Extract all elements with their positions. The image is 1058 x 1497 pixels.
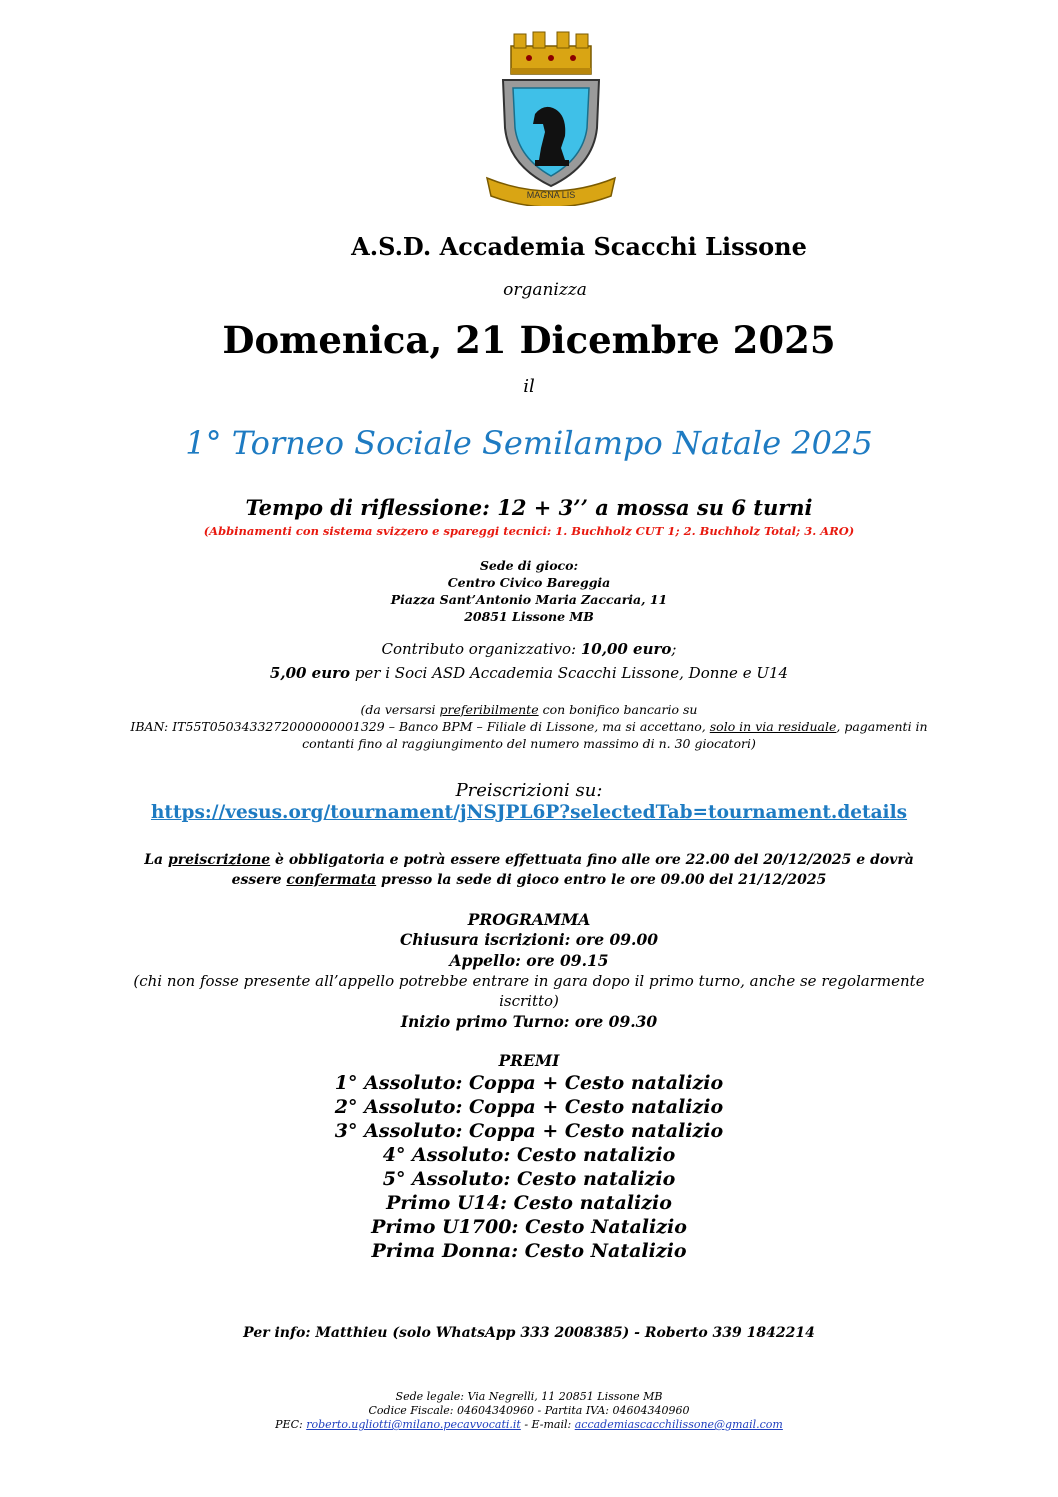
- crown-icon: [511, 32, 591, 74]
- organizza-label: organizza: [503, 280, 587, 300]
- logo-motto: MAGNA LIS: [526, 190, 576, 200]
- program-heading: PROGRAMMA: [467, 910, 591, 929]
- program-appello: Appello: ore 09.15: [449, 951, 609, 970]
- footer-address: Sede legale: Via Negrelli, 11 20851 Lissone MB: [395, 1390, 663, 1403]
- contact-info: Per info: Matthieu (solo WhatsApp 333 2008385) - Roberto 339 1842214: [243, 1325, 815, 1341]
- payment-line-3: contanti fino al raggiungimento del numero massimo di n. 30 giocatori): [302, 736, 756, 751]
- email-link[interactable]: accademiascacchilissone@gmail.com: [574, 1418, 783, 1431]
- prize-item: Primo U14: Cesto natalizio: [386, 1192, 672, 1214]
- prizes-heading: PREMI: [498, 1051, 560, 1070]
- club-logo: [481, 28, 621, 206]
- prize-item: 4° Assoluto: Cesto natalizio: [382, 1144, 676, 1166]
- pairing-rules: (Abbinamenti con sistema svizzero e spareggi tecnici: 1. Buchholz CUT 1; 2. Buchholz Total; 3. ARO): [203, 524, 855, 538]
- organization-name: A.S.D. Accademia Scacchi Lissone: [351, 232, 807, 261]
- prize-item: 2° Assoluto: Coppa + Cesto natalizio: [334, 1096, 724, 1118]
- program-closing: Chiusura iscrizioni: ore 09.00: [399, 930, 659, 949]
- pec-link[interactable]: roberto.ugliotti@milano.pecavvocati.it: [306, 1418, 521, 1431]
- registration-link[interactable]: https://vesus.org/tournament/jNSJPL6P?selectedTab=tournament.details: [150, 802, 908, 823]
- program-note-2: iscritto): [499, 992, 559, 1010]
- prize-item: 3° Assoluto: Coppa + Cesto natalizio: [334, 1120, 724, 1142]
- prize-item: Primo U1700: Cesto Natalizio: [371, 1216, 687, 1238]
- fee-line-2: 5,00 euro per i Soci ASD Accademia Scacchi Lissone, Donne e U14: [269, 664, 789, 682]
- prize-item: Prima Donna: Cesto Natalizio: [371, 1240, 687, 1262]
- prize-item: 5° Assoluto: Cesto natalizio: [382, 1168, 676, 1190]
- time-control: Tempo di riflessione: 12 + 3’’ a mossa su 6 turni: [245, 495, 813, 520]
- footer-tax-code: Codice Fiscale: 04604340960 - Partita IVA: 04604340960: [368, 1404, 690, 1417]
- registration-note-1: La preiscrizione è obbligatoria e potrà essere effettuata fino alle ore 22.00 del 20/12/2025 e dovrà: [144, 852, 914, 868]
- venue-name: Centro Civico Bareggia: [447, 575, 611, 590]
- tournament-title: 1° Torneo Sociale Semilampo Natale 2025: [185, 424, 873, 462]
- registration-label: Preiscrizioni su:: [455, 780, 603, 801]
- program-start: Inizio primo Turno: ore 09.30: [400, 1012, 658, 1031]
- registration-note-2: essere confermata presso la sede di gioco entro le ore 09.00 del 21/12/2025: [231, 872, 827, 888]
- il-label: il: [523, 376, 535, 397]
- payment-line-1: (da versarsi preferibilmente con bonifico bancario su: [360, 702, 698, 717]
- prize-item: 1° Assoluto: Coppa + Cesto natalizio: [334, 1072, 724, 1094]
- event-date: Domenica, 21 Dicembre 2025: [222, 318, 836, 362]
- venue-city: 20851 Lissone MB: [464, 609, 594, 624]
- program-note-1: (chi non fosse presente all’appello potrebbe entrare in gara dopo il primo turno, anche se regolarmente: [133, 972, 925, 990]
- footer-contacts: PEC: roberto.ugliotti@milano.pecavvocati.it - E-mail: accademiascacchilissone@gmail.com: [275, 1418, 783, 1431]
- payment-line-2: IBAN: IT55T0503433272000000001329 – Banco BPM – Filiale di Lissone, ma si accettano, solo in via residuale, pagamenti in: [130, 719, 928, 734]
- venue-label: Sede di gioco:: [479, 558, 579, 573]
- venue-street: Piazza Sant’Antonio Maria Zaccaria, 11: [390, 592, 668, 607]
- fee-line-1: Contributo organizzativo: 10,00 euro;: [381, 640, 677, 658]
